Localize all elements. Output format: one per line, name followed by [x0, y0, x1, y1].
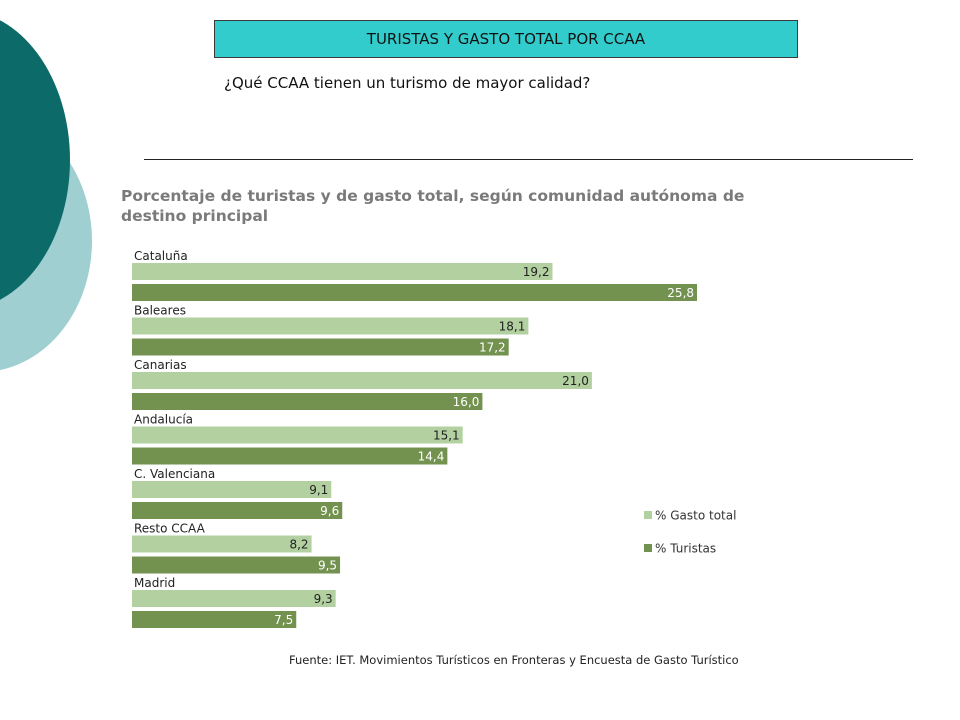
bar-turistas [132, 339, 509, 356]
data-label: 25,8 [667, 286, 695, 300]
bar-turistas [132, 284, 697, 301]
data-label: 7,5 [274, 613, 294, 627]
slide-title: TURISTAS Y GASTO TOTAL POR CCAA [214, 20, 798, 58]
data-label: 8,2 [289, 537, 309, 552]
data-label: 16,0 [452, 395, 480, 409]
legend-entry: % Turistas [655, 541, 717, 556]
bar-gasto [132, 318, 528, 335]
category-label: Madrid [134, 576, 176, 590]
bar-gasto [132, 536, 312, 553]
data-label: 15,1 [432, 428, 460, 443]
category-label: Baleares [134, 303, 186, 318]
category-label: Canarias [134, 358, 187, 372]
bar-turistas [132, 502, 342, 519]
bar-gasto [132, 263, 552, 280]
chart-source: Fuente: IET. Movimientos Turísticos en Fronteras y Encuesta de Gasto Turístico [289, 653, 739, 667]
slide-question: ¿Qué CCAA tienen un turismo de mayor calidad? [224, 74, 591, 92]
data-label: 9,3 [313, 592, 333, 606]
bar-turistas [132, 393, 482, 410]
bar-turistas [132, 557, 340, 574]
bar-gasto [132, 372, 592, 389]
category-label: Cataluña [134, 249, 188, 263]
data-label: 14,4 [417, 449, 445, 464]
data-label: 21,0 [562, 374, 589, 388]
category-label: Resto CCAA [134, 521, 205, 536]
legend-swatch [644, 544, 652, 552]
legend-swatch [644, 511, 652, 519]
data-label: 9,5 [317, 558, 338, 573]
bar-gasto [132, 590, 336, 607]
data-label: 19,2 [522, 265, 550, 279]
data-label: 18,1 [498, 319, 526, 334]
data-label: 9,1 [309, 483, 329, 497]
bar-turistas [132, 611, 296, 628]
bar-gasto [132, 427, 463, 444]
bar-gasto [132, 481, 331, 498]
bar-turistas [132, 448, 447, 465]
data-label: 9,6 [320, 504, 340, 518]
legend-entry: % Gasto total [655, 508, 737, 523]
category-label: C. Valenciana [134, 467, 216, 481]
category-label: Andalucía [134, 412, 194, 427]
data-label: 17,2 [478, 340, 506, 355]
chart-title: Porcentaje de turistas y de gasto total, según comunidad autónoma de destino principal [121, 187, 745, 225]
